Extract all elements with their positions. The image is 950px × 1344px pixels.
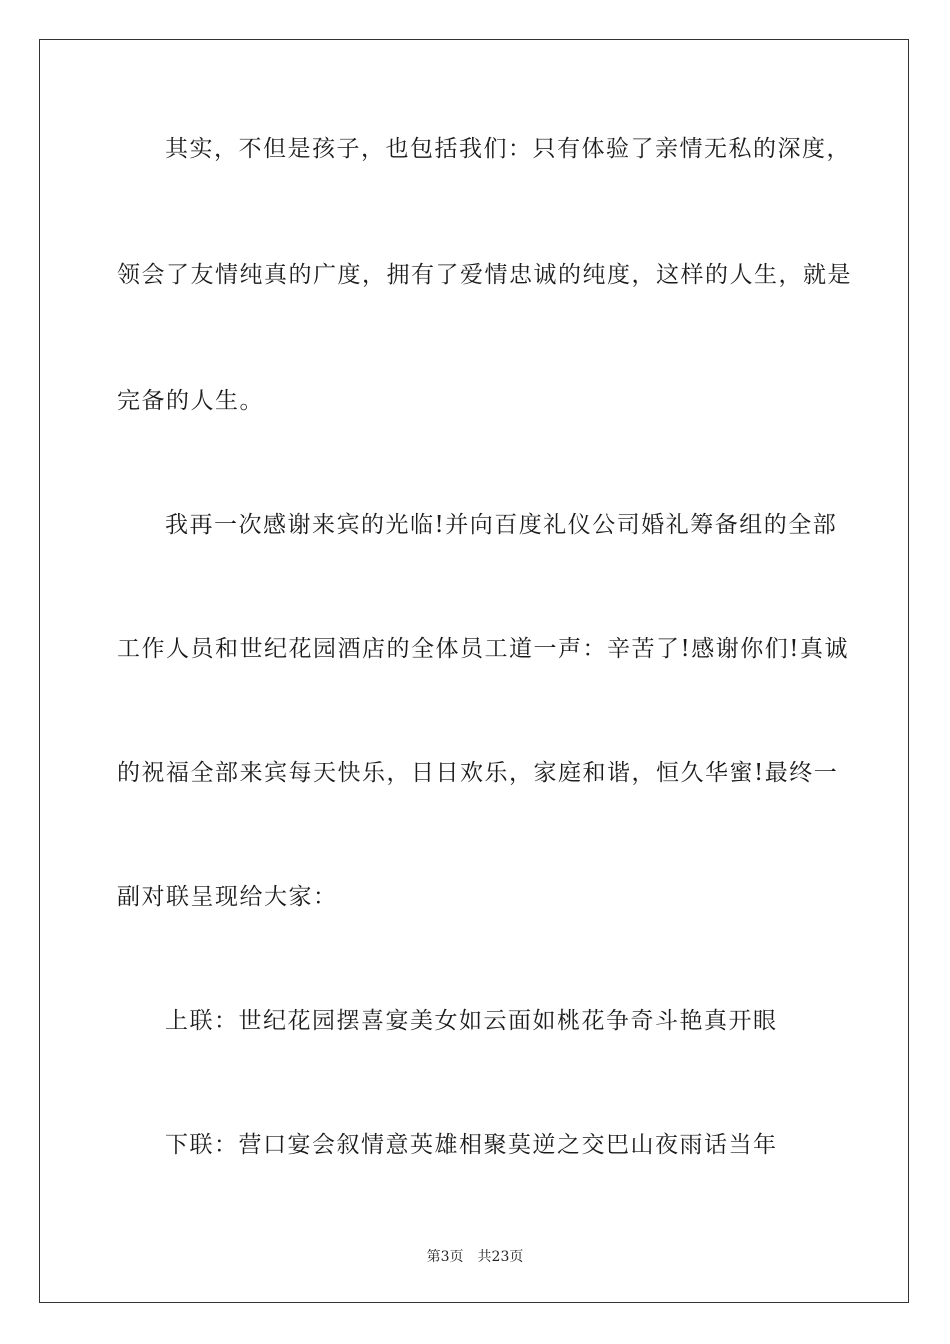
page-footer [0, 1247, 950, 1267]
page-number: 第3页 [426, 1249, 464, 1265]
page-total: 共23页 [477, 1249, 524, 1265]
paragraph-2-line-4: 副对联呈现给大家： [117, 884, 338, 910]
paragraph-2-line-1: 我再一次感谢来宾的光临!并向百度礼仪公司婚礼筹备组的全部 [165, 512, 838, 538]
paragraph-1-line-3: 完备的人生。 [117, 388, 264, 414]
couplet-upper-line: 上联：世纪花园摆喜宴美女如云面如桃花争奇斗艳真开眼 [165, 1008, 778, 1034]
paragraph-1-line-1: 其实，不但是孩子，也包括我们：只有体验了亲情无私的深度， [165, 136, 851, 162]
paragraph-1-line-2: 领会了友情纯真的广度，拥有了爱情忠诚的纯度，这样的人生，就是 [117, 262, 852, 288]
page-border [39, 39, 909, 1303]
couplet-lower-line: 下联：营口宴会叙情意英雄相聚莫逆之交巴山夜雨话当年 [165, 1132, 778, 1158]
paragraph-2-line-3: 的祝福全部来宾每天快乐，日日欢乐，家庭和谐，恒久华蜜!最终一 [117, 760, 839, 786]
paragraph-2-line-2: 工作人员和世纪花园酒店的全体员工道一声：辛苦了!感谢你们!真诚 [117, 636, 849, 662]
